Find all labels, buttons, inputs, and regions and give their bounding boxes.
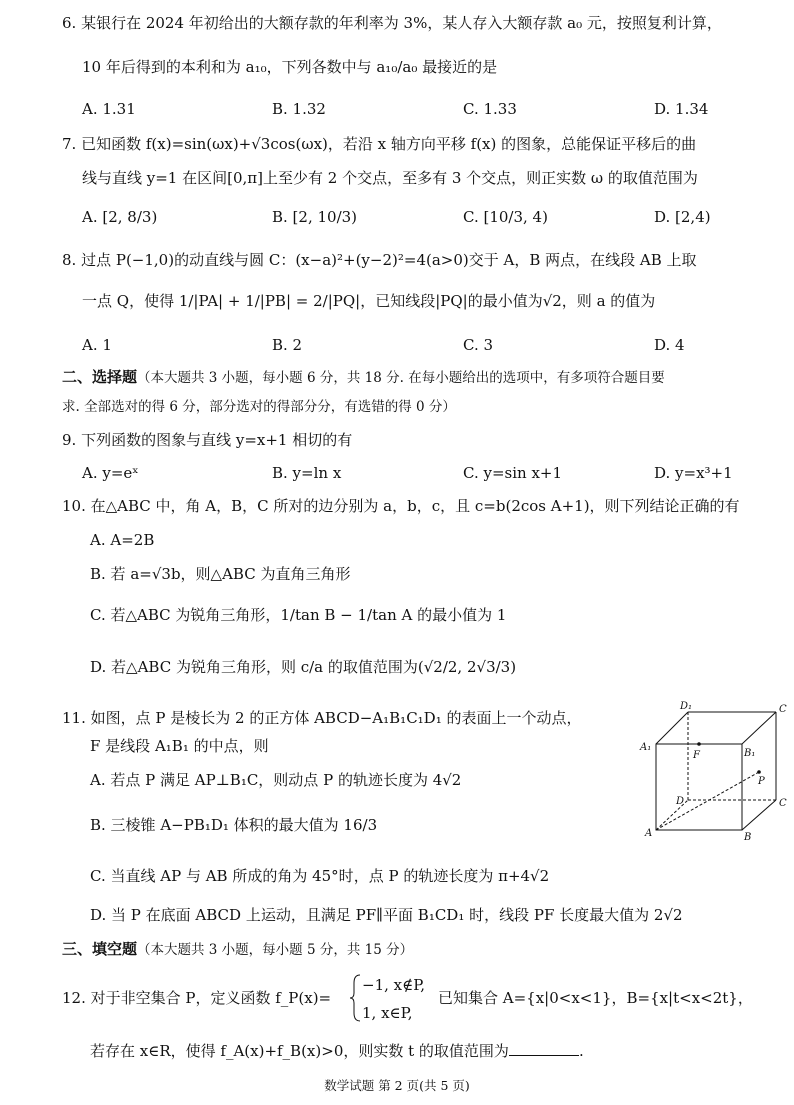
q12-prefix: 12. 对于非空集合 P，定义函数 f_P(x)=	[62, 989, 332, 1007]
q7-option-b: B. [2, 10/3)	[272, 208, 358, 226]
q11-option-b: B. 三棱锥 A−PB₁D₁ 体积的最大值为 16/3	[90, 816, 378, 834]
q11-line2: F 是线段 A₁B₁ 的中点，则	[90, 737, 269, 755]
q12-brace	[350, 973, 362, 1023]
q7-option-d: D. [2,4)	[654, 208, 711, 226]
q6-option-a: A. 1.31	[82, 100, 136, 118]
section2-desc2: 求. 全部选对的得 6 分，部分选对的得部分分，有选错的得 0 分）	[62, 399, 456, 415]
label-c1: C	[779, 704, 787, 715]
q7-option-c: C. [10/3, 4)	[463, 208, 548, 226]
q6-option-b: B. 1.32	[272, 100, 326, 118]
page-footer: 数学试题 第 2 页(共 5 页)	[324, 1078, 470, 1093]
q12-case1: −1, x∉P,	[362, 976, 426, 994]
q6-option-d: D. 1.34	[654, 100, 709, 118]
q11-option-a: A. 若点 P 满足 AP⊥B₁C，则动点 P 的轨迹长度为 4√2	[90, 771, 462, 789]
q9-option-b: B. y=ln x	[272, 464, 342, 482]
q7-option-a: A. [2, 8/3)	[82, 208, 158, 226]
q11-line1: 11. 如图，点 P 是棱长为 2 的正方体 ABCD−A₁B₁C₁D₁ 的表面上一个动点，	[62, 709, 582, 727]
q12-case2: 1, x∈P,	[362, 1004, 413, 1022]
q8-option-c: C. 3	[463, 336, 494, 354]
q12-line2	[90, 1041, 584, 1061]
q8-option-a: A. 1	[82, 336, 112, 354]
label-d: D	[676, 796, 685, 807]
q9-option-a: A. y=eˣ	[82, 464, 139, 482]
label-d1: D₁	[680, 701, 693, 712]
section2-header	[62, 367, 665, 388]
q12-line2-end: .	[578, 1042, 584, 1060]
q10-option-a: A. A=2B	[90, 531, 155, 549]
q10-stem: 10. 在△ABC 中，角 A，B，C 所对的边分别为 a，b，c，且 c=b(2cos A+1)，则下列结论正确的有	[62, 497, 740, 515]
label-b: B	[744, 832, 752, 843]
q8-option-b: B. 2	[272, 336, 303, 354]
answer-blank[interactable]	[509, 1041, 579, 1056]
q8-line2: 一点 Q，使得 1/|PA| + 1/|PB| = 2/|PQ|，已知线段|PQ|的最小值为√2，则 a 的值为	[82, 292, 656, 310]
cube-edge-bc	[742, 800, 776, 830]
q6-line1: 6. 某银行在 2024 年初给出的大额存款的年利率为 3%，某人存入大额存款 a₀ 元，按照复利计算，	[62, 14, 722, 32]
q6-line2: 10 年后得到的本利和为 a₁₀，下列各数中与 a₁₀/a₀ 最接近的是	[82, 58, 498, 76]
q10-option-d: D. 若△ABC 为锐角三角形，则 c/a 的取值范围为(√2/2, 2√3/3)	[90, 658, 517, 676]
q9-option-c: C. y=sin x+1	[463, 464, 563, 482]
label-f: F	[693, 750, 700, 761]
q11-option-d: D. 当 P 在底面 ABCD 上运动，且满足 PF∥平面 B₁CD₁ 时，线段 PF 长度最大值为 2√2	[90, 906, 683, 924]
section3-title: 三、填空题	[62, 940, 138, 958]
point-p-dot	[757, 770, 761, 774]
section3-desc: （本大题共 3 小题，每小题 5 分，共 15 分）	[137, 942, 414, 958]
q6-option-c: C. 1.33	[463, 100, 517, 118]
label-p: P	[758, 776, 765, 787]
q9-stem: 9. 下列函数的图象与直线 y=x+1 相切的有	[62, 431, 353, 449]
q10-option-c: C. 若△ABC 为锐角三角形，1/tan B − 1/tan A 的最小值为 1	[90, 606, 507, 624]
label-a: A	[645, 828, 653, 839]
q12-line2-text: 若存在 x∈R，使得 f_A(x)+f_B(x)>0，则实数 t 的取值范围为	[90, 1042, 509, 1060]
q7-line2: 线与直线 y=1 在区间[0,π]上至少有 2 个交点，至多有 3 个交点，则正实数 ω 的取值范围为	[82, 169, 698, 187]
cube-edge-a1d1	[656, 712, 688, 744]
q10-option-b: B. 若 a=√3b，则△ABC 为直角三角形	[90, 565, 351, 583]
label-c: C	[779, 798, 787, 809]
label-a1: A₁	[640, 742, 652, 753]
q8-line1: 8. 过点 P(−1,0)的动直线与圆 C：(x−a)²+(y−2)²=4(a>0)交于 A，B 两点，在线段 AB 上取	[62, 251, 697, 269]
section3-header	[62, 939, 413, 960]
q11-option-c: C. 当直线 AP 与 AB 所成的角为 45°时，点 P 的轨迹长度为 π+4√2	[90, 867, 550, 885]
q7-line1: 7. 已知函数 f(x)=sin(ωx)+√3cos(ωx)，若沿 x 轴方向平移 f(x) 的图象，总能保证平移后的曲	[62, 135, 697, 153]
section2-title: 二、选择题	[62, 368, 138, 386]
q12-suffix: 已知集合 A={x|0<x<1}，B={x|t<x<2t}，	[438, 989, 753, 1007]
q8-option-d: D. 4	[654, 336, 685, 354]
segment-ap	[656, 772, 759, 830]
section2-desc1: （本大题共 3 小题，每小题 6 分，共 18 分. 在每小题给出的选项中，有多项符合题目要	[137, 370, 665, 386]
point-f-dot	[697, 742, 701, 746]
cube-figure	[636, 700, 794, 850]
cube-edge-b1c1	[742, 712, 776, 744]
q9-option-d: D. y=x³+1	[654, 464, 733, 482]
label-b1: B₁	[744, 748, 756, 759]
